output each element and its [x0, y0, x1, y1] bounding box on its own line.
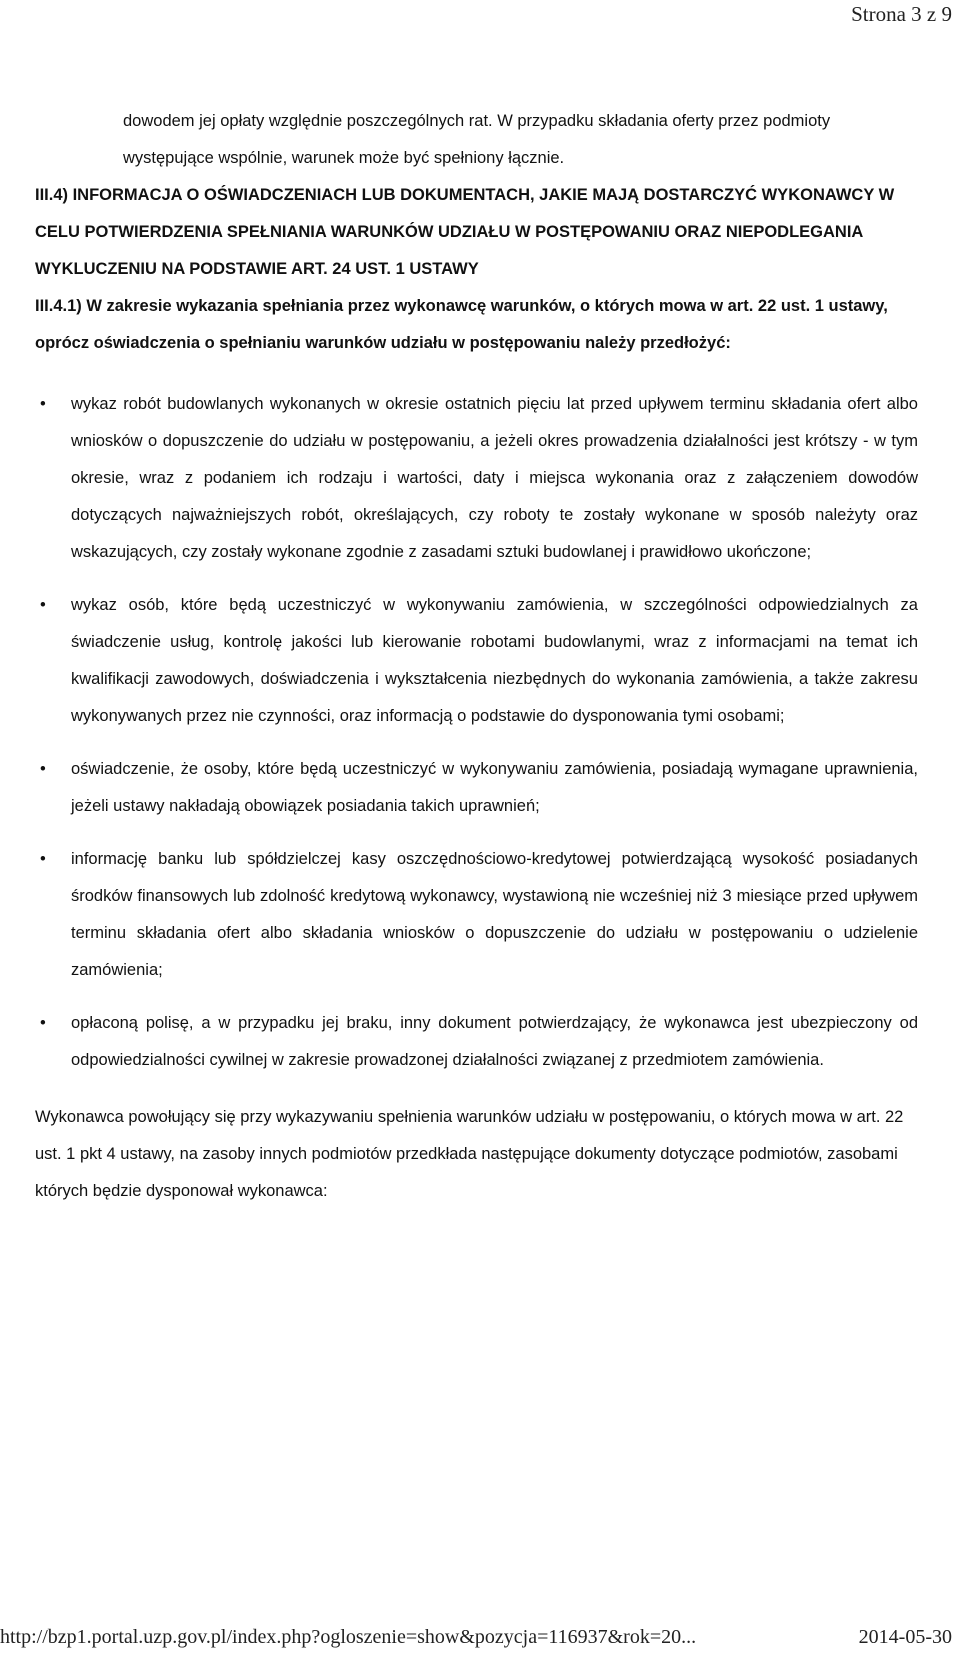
list-item-text: wykaz robót budowlanych wykonanych w okresie ostatnich pięciu lat przed upływem terminu składania ofert albo wniosków o dopuszczenie do udziału w postępowaniu, a jeżeli okres prowadzenia działalności jest krótszy - w tym okresie, wraz z podaniem ich rodzaju i wartości, daty i miejsca wykonania oraz z załączeniem dowodów dotyczących najważniejszych robót, określających, czy roboty te zostały wykonane w sposób należyty oraz wskazujących, czy zostały wykonane zgodnie z zasadami sztuki budowlanej i prawidłowo ukończone; — [71, 395, 918, 561]
bullet-icon: • — [40, 760, 46, 778]
list-item-text: oświadczenie, że osoby, które będą uczestniczyć w wykonywaniu zamówienia, posiadają wymagane uprawnienia, jeżeli ustawy nakładają obowiązek posiadania takich uprawnień; — [71, 760, 918, 815]
closing-paragraph: Wykonawca powołujący się przy wykazywaniu spełnienia warunków udziału w postępowaniu, o których mowa w art. 22 ust. 1 pkt 4 ustawy, na zasoby innych podmiotów przedkłada następujące dokumenty dotyczące podmiotów, zasobami których będzie dysponował wykonawca: — [35, 1108, 904, 1200]
list-item-text: wykaz osób, które będą uczestniczyć w wykonywaniu zamówienia, w szczególności odpowiedzialnych za świadczenie usług, kontrolę jakości lub kierowanie robotami budowlanymi, wraz z informacjami na temat ich kwalifikacji zawodowych, doświadczenia i wykształcenia niezbędnych do wykonania zamówienia, a także zakresu wykonywanych przez nie czynności, oraz informacją o podstawie do dysponowania tymi osobami; — [71, 596, 918, 725]
footer-url: http://bzp1.portal.uzp.gov.pl/index.php?ogloszenie=show&pozycja=116937&rok=20... — [0, 1626, 697, 1648]
section-heading: III.4) INFORMACJA O OŚWIADCZENIACH LUB DOKUMENTACH, JAKIE MAJĄ DOSTARCZYĆ WYKONAWCY W CELU POTWIERDZENIA SPEŁNIANIA WARUNKÓW UDZIAŁU W POSTĘPOWANIU ORAZ NIEPODLEGANIA WYKLUCZENIU NA PODSTAWIE ART. 24 UST. 1 USTAWY — [35, 186, 895, 278]
list-item — [35, 386, 918, 571]
list-item — [35, 841, 918, 989]
bullet-icon: • — [40, 1014, 46, 1032]
page-footer — [0, 1626, 952, 1650]
bullet-icon: • — [40, 850, 46, 868]
list-item-text: informację banku lub spółdzielczej kasy oszczędnościowo-kredytowej potwierdzającą wysokość posiadanych środków finansowych lub zdolność kredytową wykonawcy, wystawioną nie wcześniej niż 3 miesiące przed upływem terminu składania ofert albo składania wniosków o dopuszczenie do udziału w postępowaniu o udzielenie zamówienia; — [71, 850, 918, 979]
list-item-text: opłaconą polisę, a w przypadku jej braku, inny dokument potwierdzający, że wykonawca jest ubezpieczony od odpowiedzialności cywilnej w zakresie prowadzonej działalności związanej z przedmiotem zamówienia. — [71, 1014, 918, 1069]
bullet-icon: • — [40, 596, 46, 614]
footer-date: 2014-05-30 — [858, 1626, 952, 1648]
intro-paragraph: dowodem jej opłaty względnie poszczególnych rat. W przypadku składania oferty przez podmioty występujące wspólnie, warunek może być spełniony łącznie. — [123, 112, 831, 167]
list-item — [35, 1005, 918, 1079]
list-item — [35, 587, 918, 735]
requirements-list — [35, 386, 918, 1079]
subsection-heading: III.4.1) W zakresie wykazania spełniania przez wykonawcę warunków, o których mowa w art. 22 ust. 1 ustawy, oprócz oświadczenia o spełnianiu warunków udziału w postępowaniu należy przedłożyć: — [35, 297, 888, 352]
document-body — [35, 103, 918, 1210]
list-item — [35, 751, 918, 825]
bullet-icon: • — [40, 395, 46, 413]
page-indicator: Strona 3 z 9 — [851, 2, 952, 26]
